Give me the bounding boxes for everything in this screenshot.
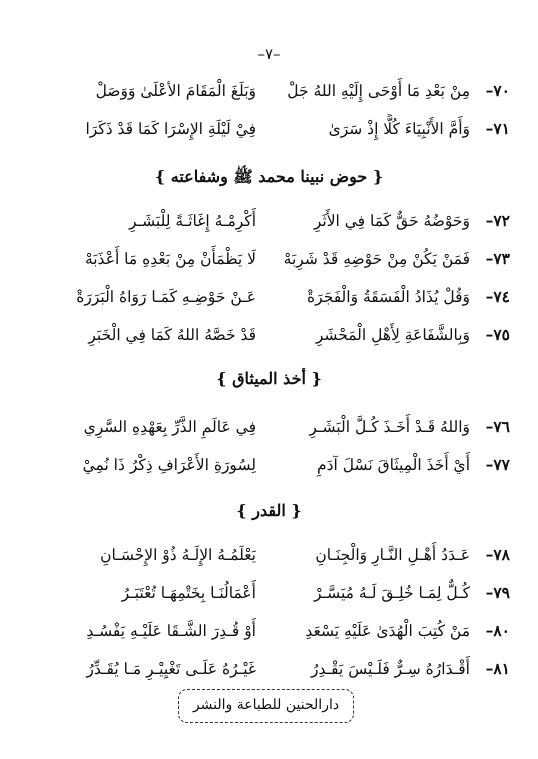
verse-73 bbox=[28, 244, 510, 274]
verse-second-hemistich: عَـنْ حَوْضِـهِ كَمَـا رَوَاهُ الْبَرَرَةْ bbox=[76, 288, 256, 306]
verse-first-hemistich: مَنْ كُتِبَ الْهُدَىٰ عَلَيْهِ يَسْعَدِ bbox=[305, 622, 470, 640]
verse-number: ٧٤ – bbox=[470, 282, 510, 312]
section-heading-hawd: { حوض نبينا محمد ﷺ وشفاعته } bbox=[154, 167, 384, 186]
verse-second-hemistich: أَعْمَالُنَـا بِخَتْمِهَـا تُعْتَبَـرُ bbox=[121, 584, 256, 602]
verse-78 bbox=[28, 540, 510, 570]
page-number: –٧– bbox=[257, 45, 281, 63]
section-heading-qadar: { القدر } bbox=[236, 501, 302, 520]
verse-number: ٧٨ – bbox=[470, 540, 510, 570]
verse-second-hemistich: وَبَلَغَ الْمَقَامَ الأعْلَىٰ وَوَصَلْ bbox=[95, 82, 256, 100]
publisher-stamp: دارالحنين للطباعة والنشر bbox=[178, 689, 354, 723]
verse-second-hemistich: قَدْ خَصَّهُ اللهُ كَمَا فِي الْخَبَرِ bbox=[88, 326, 256, 344]
verse-number: ٧٥ – bbox=[470, 320, 510, 350]
verse-71 bbox=[28, 114, 510, 144]
verse-first-hemistich: مِنْ بَعْدِ مَا أَوْحَى إِلَيْهِ اللهُ جَلْ bbox=[287, 82, 470, 100]
verse-81 bbox=[28, 654, 510, 684]
verse-first-hemistich: وَحَوْضُهُ حَقٌّ كَمَا فِي الأَثَرِ bbox=[313, 212, 470, 230]
verse-74 bbox=[28, 282, 510, 312]
verse-number: ٨٠ – bbox=[470, 616, 510, 646]
verse-70 bbox=[28, 76, 510, 106]
section-heading-mithaq: { أخذ الميثاق } bbox=[216, 369, 322, 388]
verse-number: ٨١ – bbox=[470, 654, 510, 684]
verse-first-hemistich: وَأَمَّ الأَنْبِيَاءَ كُلًّا إِذْ سَرَىٰ bbox=[328, 120, 470, 138]
verse-first-hemistich: عَـدَدُ أَهْـلِ النَّـارِ وَالْجِنَـانِ bbox=[315, 546, 470, 564]
verse-first-hemistich: وَاللهُ قَـدْ أَخَـذَ كُـلَّ الْبَشَـرِ bbox=[309, 418, 470, 436]
verse-second-hemistich: يَعْلَمُـهُ الإِلَـهُ ذُوْ الإِحْسَـانِ bbox=[100, 546, 256, 564]
verse-76 bbox=[28, 412, 510, 442]
verse-second-hemistich: غَيْـرُهُ عَلَـى تَغْيِيْـرِ مَـا يُقَـدِّرُ bbox=[86, 660, 256, 678]
verse-77 bbox=[28, 450, 510, 480]
verse-80 bbox=[28, 616, 510, 646]
verse-first-hemistich: كُـلٌّ لِمَـا خُلِـقَ لَـهُ مُيَسَّـرْ bbox=[314, 584, 470, 602]
verse-79 bbox=[28, 578, 510, 608]
verse-first-hemistich: فَمَنْ يَكُنْ مِنْ حَوْضِهِ قَدْ شَرِبَهْ bbox=[283, 250, 470, 268]
verse-second-hemistich: لَا يَظْمَأَنْ مِنْ بَعْدِهِ مَا أَعْذَبَهْ bbox=[84, 250, 256, 268]
verse-number: ٧٧ – bbox=[470, 450, 510, 480]
verse-number: ٧٠ – bbox=[470, 76, 510, 106]
verse-second-hemistich: لِسُورَةِ الأَعْرَافِ ذِكْرُ ذَا نُمِيْ bbox=[82, 456, 256, 474]
verse-number: ٧٦ – bbox=[470, 412, 510, 442]
verse-number: ٧٩ – bbox=[470, 578, 510, 608]
verse-second-hemistich: أَوْ قُـدِرَ الشَّـقَا عَلَيْـهِ يَفْسُـدِ bbox=[86, 622, 256, 640]
verse-number: ٧١ – bbox=[470, 114, 510, 144]
verse-first-hemistich: أَقْـدَارُهُ سِـرٌّ فَلَـيْسَ يَقْـدِرُ bbox=[310, 660, 470, 678]
verse-second-hemistich: أَكْرِمْـهُ إِغَاثَـةً لِلْبَشَـرِ bbox=[129, 212, 256, 230]
verse-number: ٧٢ – bbox=[470, 206, 510, 236]
verse-first-hemistich: وَقُلْ يُذَادُ الْفَسَقَةُ وَالْفَجَرَةْ bbox=[307, 288, 470, 306]
verse-second-hemistich: فِيْ لَيْلَةِ الإِسْرَا كَمَا قَدْ ذَكَرَا bbox=[85, 120, 256, 138]
verse-first-hemistich: أَيْ أَخَذَ الْمِيثَاقَ نَسْلَ آدَمِ bbox=[317, 456, 470, 474]
verse-second-hemistich: فِي عَالَمِ الذَّرِّ بِعَهْدِهِ السَّرِي bbox=[83, 418, 256, 436]
verse-72 bbox=[28, 206, 510, 236]
verse-number: ٧٣ – bbox=[470, 244, 510, 274]
verse-75 bbox=[28, 320, 510, 350]
verse-first-hemistich: وَبِالشَّفَاعَةِ لِأَهْلِ الْمَحْشَرِ bbox=[315, 326, 470, 344]
